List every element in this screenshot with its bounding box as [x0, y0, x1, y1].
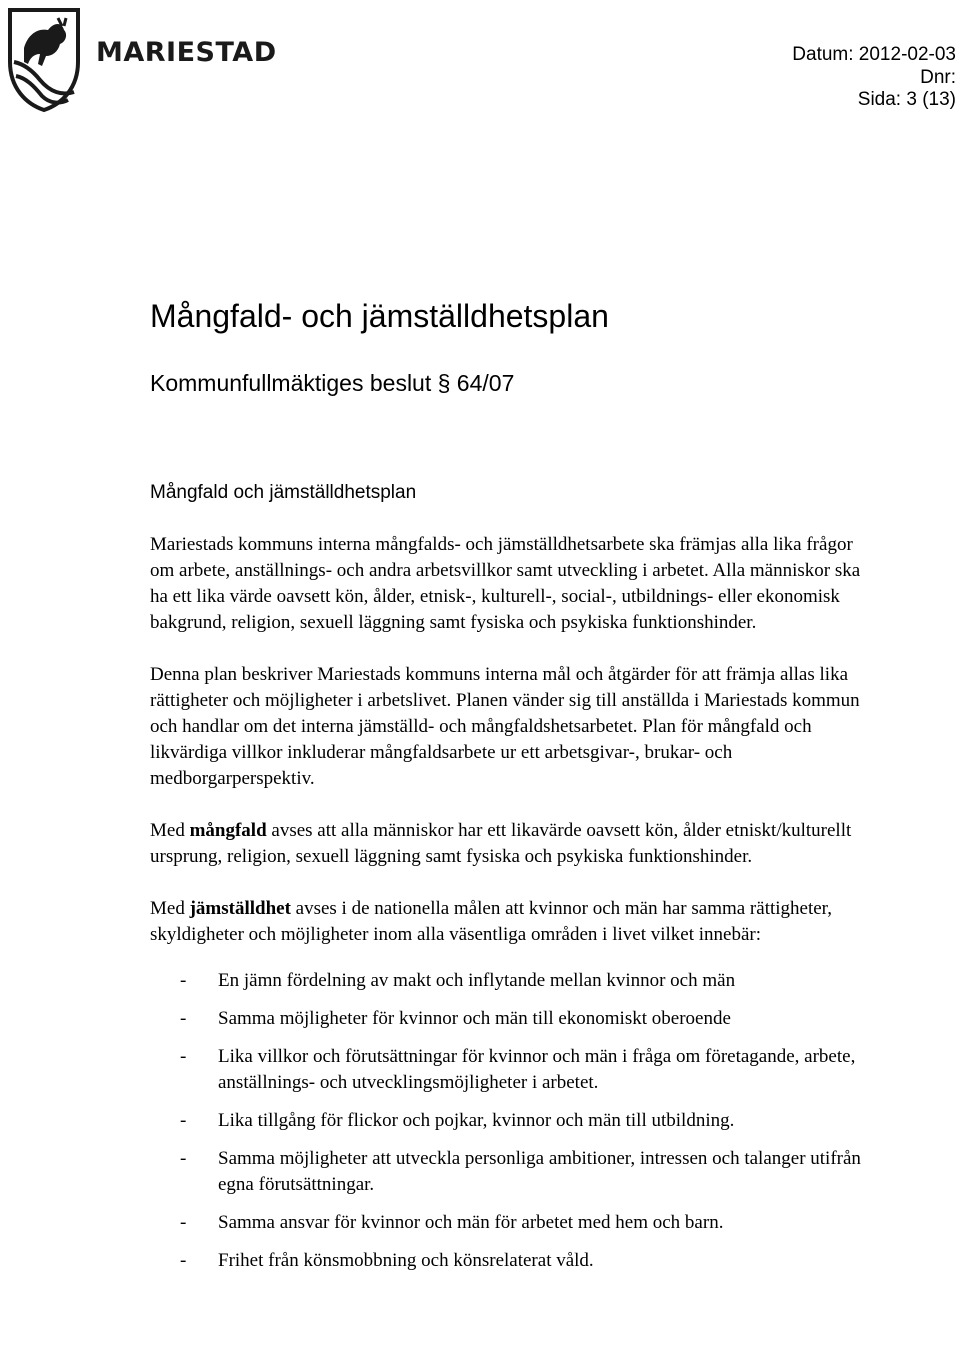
document-date: Datum: 2012-02-03: [792, 44, 956, 65]
coat-of-arms-icon: [2, 4, 86, 114]
bullet-dash: -: [180, 1046, 187, 1067]
list-item: [150, 1146, 880, 1198]
list-item: [150, 1108, 880, 1134]
list-item: [150, 1248, 880, 1274]
bullet-dash: -: [180, 1250, 187, 1271]
municipality-logo: [0, 0, 277, 120]
document-body: [150, 532, 880, 1286]
list-item-text: Lika tillgång för flickor och pojkar, kvinnor och män till utbildning.: [218, 1110, 735, 1131]
list-item-text: Samma möjligheter för kvinnor och män till ekonomiskt oberoende: [218, 1008, 731, 1029]
document-dnr: Dnr:: [920, 66, 956, 88]
list-item: [150, 968, 880, 994]
logo-wordmark: MARIESTAD: [96, 37, 277, 68]
bullet-dash: -: [180, 1212, 187, 1233]
list-item: [150, 1044, 880, 1096]
paragraph-text: Med: [150, 898, 190, 919]
section-heading: Mångfald och jämställdhetsplan: [150, 482, 417, 503]
term-equality: jämställdhet: [189, 898, 291, 919]
bullet-dash: -: [180, 1110, 187, 1131]
paragraph-plan-description: Denna plan beskriver Mariestads kommuns interna mål och åtgärder för att främja allas lika rättigheter och möjligheter i arbetslivet. Planen vänder sig till anställda i Mariestads kommun och handlar om det interna jämställd- och mångfaldshetsarbetet. Plan för mångfald och likvärdiga villkor inkluderar mångfaldsarbete ur ett arbetsgivar-, brukar- och medborgarperspektiv.: [150, 664, 860, 789]
paragraph-text: Med: [150, 820, 190, 841]
list-item-text: Frihet från könsmobbning och könsrelaterat våld.: [218, 1250, 594, 1271]
bullet-dash: -: [180, 1148, 187, 1169]
list-item-text: Lika villkor och förutsättningar för kvinnor och män i fråga om företagande, arbete, anställnings- och utvecklingsmöjligheter i arbetet.: [218, 1046, 856, 1093]
list-item-text: Samma möjligheter att utveckla personliga ambitioner, intressen och talanger utifrån egna förutsättningar.: [218, 1148, 861, 1195]
paragraph-text: avses att alla människor har ett likavärde oavsett kön, ålder etniskt/kulturellt ursprung, religion, sexuell läggning samt fysiska och psykiska funktionshinder.: [150, 820, 852, 867]
list-item-text: Samma ansvar för kvinnor och män för arbetet med hem och barn.: [218, 1212, 724, 1233]
paragraph-equality-definition: [150, 896, 880, 948]
page-number: Sida: 3 (13): [857, 89, 956, 110]
document-title: Mångfald- och jämställdhetsplan: [150, 298, 609, 334]
term-diversity: mångfald: [189, 820, 267, 841]
document-meta: [792, 44, 956, 112]
equality-goals-list: [150, 968, 880, 1274]
paragraph-intro: Mariestads kommuns interna mångfalds- och jämställdhetsarbete ska främjas alla lika frågor om arbete, anställnings- och andra arbetsvillkor samt utveckling i arbetet. Alla människor ska ha ett lika värde oavsett kön, ålder, etnisk-, kulturell-, social-, utbildnings- eller ekonomisk bakgrund, religion, sexuell läggning samt fysiska och psykiska funktionshinder.: [150, 534, 861, 633]
bullet-dash: -: [180, 970, 187, 991]
list-item: [150, 1006, 880, 1032]
paragraph-diversity-definition: [150, 818, 880, 870]
bullet-dash: -: [180, 1008, 187, 1029]
list-item: [150, 1210, 880, 1236]
list-item-text: En jämn fördelning av makt och inflytande mellan kvinnor och män: [218, 970, 736, 991]
paragraph-text: avses i de nationella målen att kvinnor och män har samma rättigheter, skyldigheter och möjligheter inom alla väsentliga områden i livet vilket innebär:: [150, 898, 832, 945]
document-subtitle: Kommunfullmäktiges beslut § 64/07: [150, 370, 515, 396]
